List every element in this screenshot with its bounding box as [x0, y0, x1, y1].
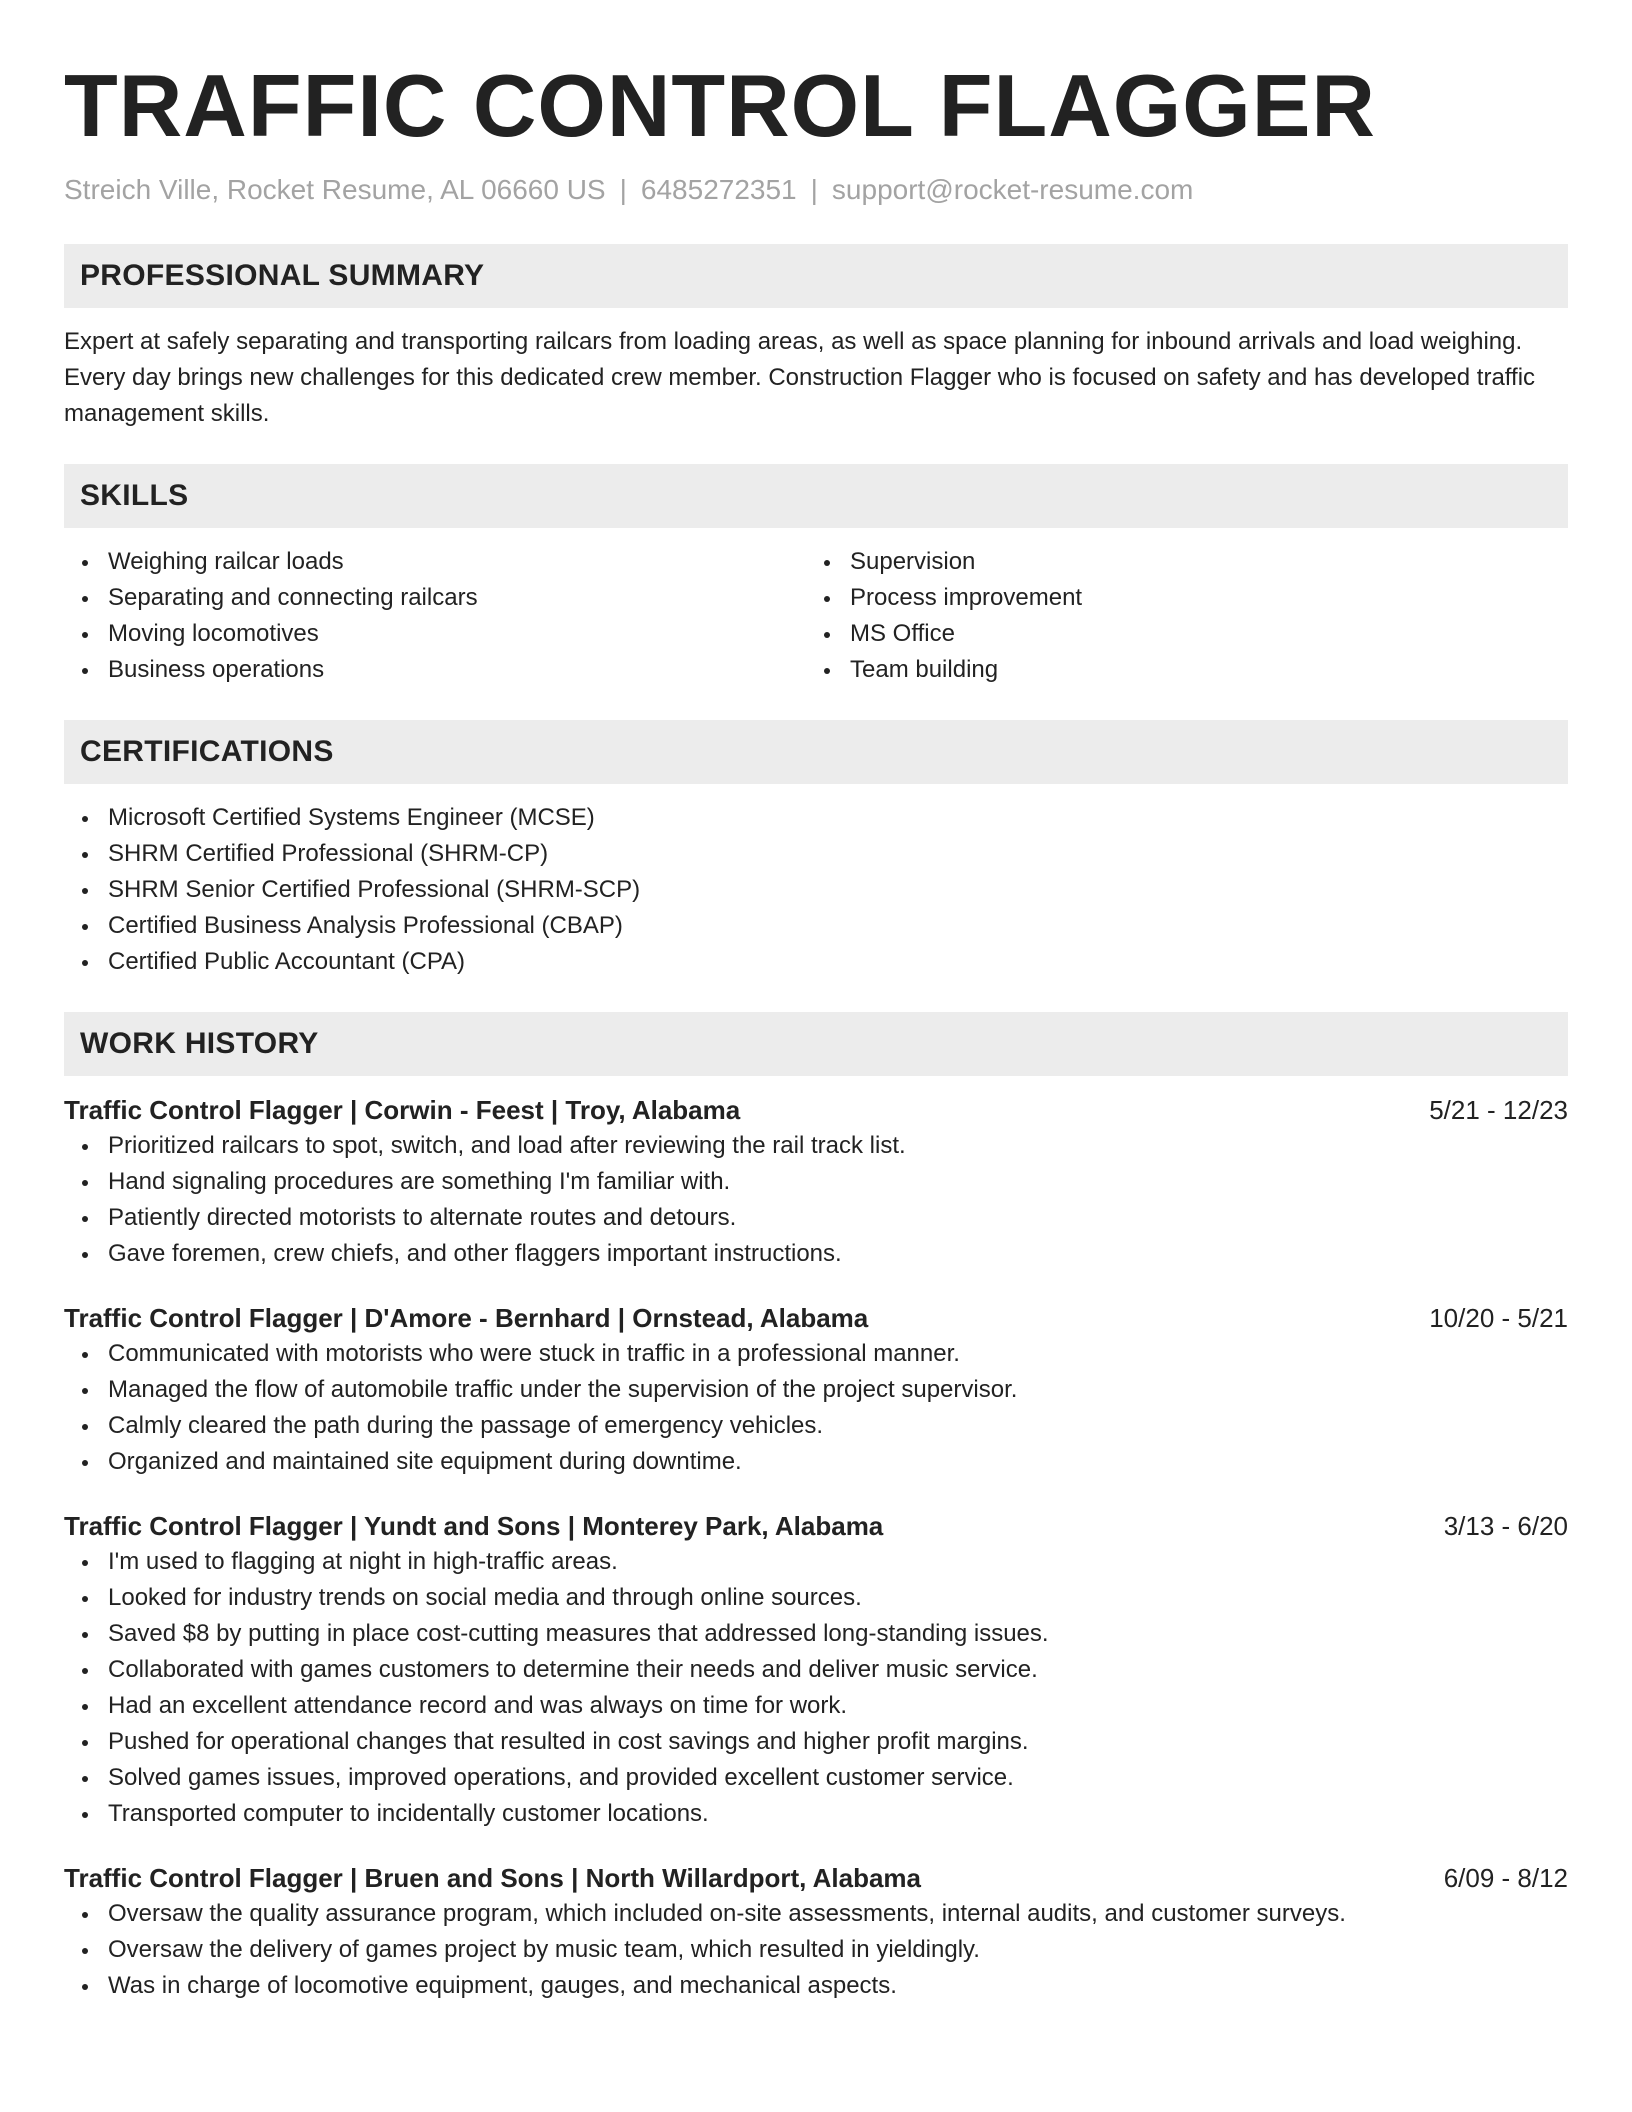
certification-item: Microsoft Certified Systems Engineer (MCSE)	[64, 800, 1568, 836]
job-bullet: Prioritized railcars to spot, switch, and load after reviewing the rail track list.	[64, 1128, 1568, 1164]
job-dates: 5/21 - 12/23	[1429, 1095, 1568, 1125]
job-title: Traffic Control Flagger | Corwin - Feest | Troy, Alabama	[64, 1095, 741, 1125]
job-bullet: Calmly cleared the path during the passage of emergency vehicles.	[64, 1408, 1568, 1444]
contact-separator: |	[619, 174, 627, 205]
job-bullet: Saved $8 by putting in place cost-cutting measures that addressed long-standing issues.	[64, 1616, 1568, 1652]
contact-phone: 6485272351	[640, 174, 797, 205]
job-bullet: Had an excellent attendance record and was always on time for work.	[64, 1688, 1568, 1724]
resume-page	[64, 56, 1568, 2004]
skill-item: MS Office	[806, 616, 1548, 652]
job-bullet: Pushed for operational changes that resulted in cost savings and higher profit margins.	[64, 1724, 1568, 1760]
job-dates: 10/20 - 5/21	[1429, 1303, 1568, 1333]
job-header	[64, 1092, 1568, 1128]
job-bullet: Oversaw the quality assurance program, which included on-site assessments, internal audits, and customer surveys.	[64, 1896, 1568, 1932]
skill-item: Supervision	[806, 544, 1548, 580]
job-entry	[64, 1860, 1568, 2004]
summary-text: Expert at safely separating and transporting railcars from loading areas, as well as space planning for inbound arrivals and load weighing. Every day brings new challenges for this dedicated crew member. Construction Flagger who is focused on safety and has developed traffic management skills.	[64, 328, 1536, 427]
section-header-certifications: CERTIFICATIONS	[64, 720, 1568, 784]
skill-item: Separating and connecting railcars	[64, 580, 806, 616]
job-bullet: Hand signaling procedures are something I'm familiar with.	[64, 1164, 1568, 1200]
skills-list-left	[64, 544, 806, 688]
job-bullet: Organized and maintained site equipment during downtime.	[64, 1444, 1568, 1480]
job-entry	[64, 1092, 1568, 1272]
skill-item: Weighing railcar loads	[64, 544, 806, 580]
skill-item: Business operations	[64, 652, 806, 688]
skills-grid	[64, 544, 1568, 688]
certification-item: SHRM Certified Professional (SHRM-CP)	[64, 836, 1568, 872]
job-dates: 3/13 - 6/20	[1443, 1511, 1568, 1541]
contact-line	[64, 172, 1568, 208]
job-bullets	[64, 1544, 1568, 1832]
certification-item: Certified Public Accountant (CPA)	[64, 944, 1568, 980]
job-bullet: Transported computer to incidentally customer locations.	[64, 1796, 1568, 1832]
section-header-skills: SKILLS	[64, 464, 1568, 528]
job-title: Traffic Control Flagger | D'Amore - Bernhard | Ornstead, Alabama	[64, 1303, 869, 1333]
job-title: Traffic Control Flagger | Bruen and Sons | North Willardport, Alabama	[64, 1863, 921, 1893]
job-entry	[64, 1300, 1568, 1480]
job-bullet: Oversaw the delivery of games project by music team, which resulted in yieldingly.	[64, 1932, 1568, 1968]
section-header-work-history: WORK HISTORY	[64, 1012, 1568, 1076]
job-bullet: Was in charge of locomotive equipment, gauges, and mechanical aspects.	[64, 1968, 1568, 2004]
job-entry	[64, 1508, 1568, 1832]
candidate-name: TRAFFIC CONTROL FLAGGER	[64, 56, 1376, 155]
job-bullet: Collaborated with games customers to determine their needs and deliver music service.	[64, 1652, 1568, 1688]
certification-item: Certified Business Analysis Professional (CBAP)	[64, 908, 1568, 944]
skill-item: Moving locomotives	[64, 616, 806, 652]
job-bullet: Solved games issues, improved operations, and provided excellent customer service.	[64, 1760, 1568, 1796]
contact-separator: |	[810, 174, 818, 205]
section-header-summary: PROFESSIONAL SUMMARY	[64, 244, 1568, 308]
certifications-list	[64, 800, 1568, 980]
job-header	[64, 1860, 1568, 1896]
job-bullets	[64, 1336, 1568, 1480]
job-bullet: I'm used to flagging at night in high-traffic areas.	[64, 1544, 1568, 1580]
skill-item: Team building	[806, 652, 1548, 688]
job-bullet: Looked for industry trends on social media and through online sources.	[64, 1580, 1568, 1616]
job-bullet: Gave foremen, crew chiefs, and other flaggers important instructions.	[64, 1236, 1568, 1272]
job-dates: 6/09 - 8/12	[1443, 1863, 1568, 1893]
job-bullet: Managed the flow of automobile traffic under the supervision of the project supervisor.	[64, 1372, 1568, 1408]
skills-list-right	[806, 544, 1548, 688]
contact-email: support@rocket-resume.com	[831, 174, 1194, 205]
job-bullets	[64, 1896, 1568, 2004]
contact-address: Streich Ville, Rocket Resume, AL 06660 US	[64, 174, 606, 205]
job-header	[64, 1300, 1568, 1336]
skill-item: Process improvement	[806, 580, 1548, 616]
job-bullets	[64, 1128, 1568, 1272]
certification-item: SHRM Senior Certified Professional (SHRM-SCP)	[64, 872, 1568, 908]
job-header	[64, 1508, 1568, 1544]
job-bullet: Patiently directed motorists to alternate routes and detours.	[64, 1200, 1568, 1236]
job-title: Traffic Control Flagger | Yundt and Sons | Monterey Park, Alabama	[64, 1511, 884, 1541]
job-bullet: Communicated with motorists who were stuck in traffic in a professional manner.	[64, 1336, 1568, 1372]
